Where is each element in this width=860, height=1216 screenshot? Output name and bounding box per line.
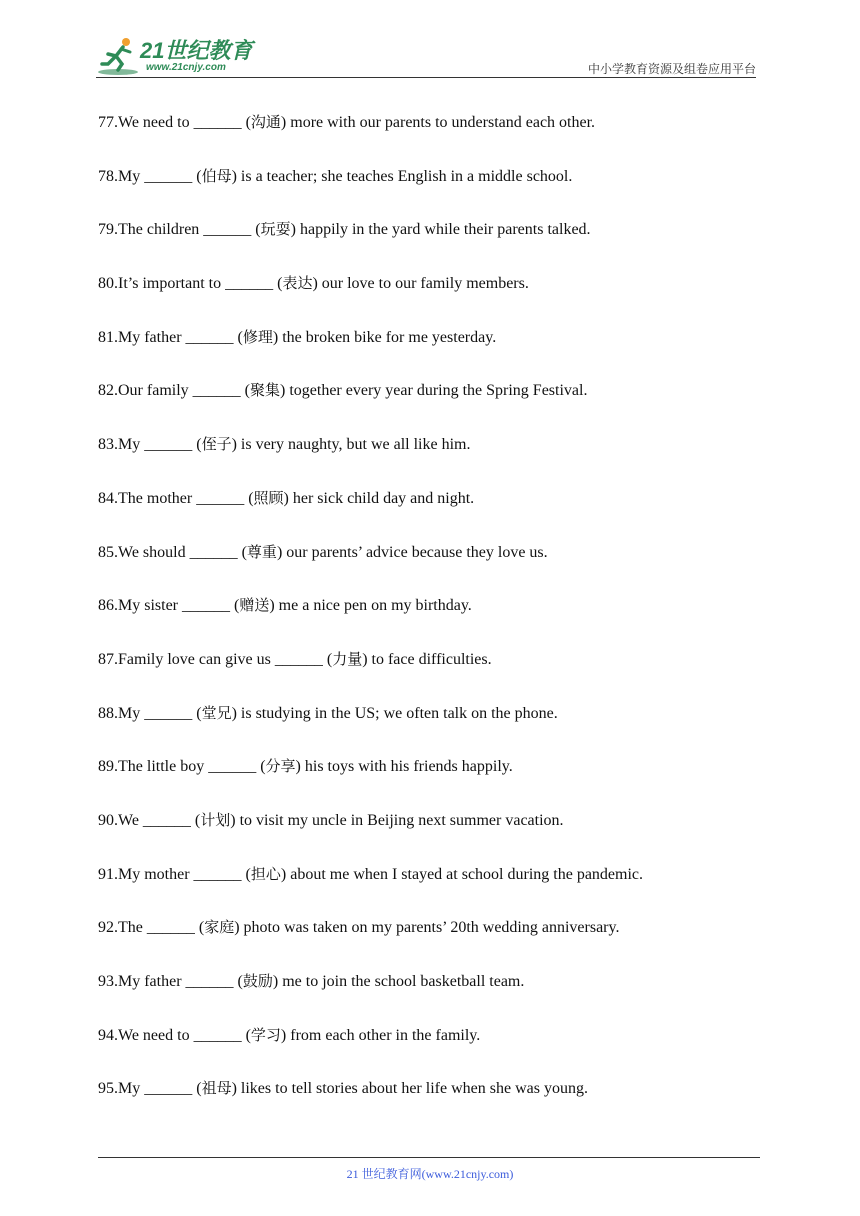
header-divider — [96, 77, 756, 78]
runner-logo-icon — [96, 34, 140, 78]
chinese-hint: 聚集 — [249, 381, 280, 400]
question-item: 82.Our family ______ (聚集) together every year during the Spring Festival. — [98, 381, 588, 400]
question-item: 92.The ______ (家庭) photo was taken on my parents’ 20th wedding anniversary. — [98, 918, 620, 937]
chinese-hint: 学习 — [250, 1025, 281, 1044]
logo-url-text: www.21cnjy.com — [146, 62, 226, 73]
chinese-hint: 表达 — [282, 274, 313, 293]
question-item: 87.Family love can give us ______ (力量) to face difficulties. — [98, 649, 492, 668]
chinese-hint: 祖母 — [201, 1079, 232, 1098]
chinese-hint: 分享 — [265, 757, 296, 776]
question-item: 91.My mother ______ (担心) about me when I stayed at school during the pandemic. — [98, 864, 644, 883]
chinese-hint: 赠送 — [239, 596, 270, 615]
chinese-hint: 伯母 — [201, 166, 232, 185]
question-item: 80.It’s important to ______ (表达) our love to our family members. — [98, 274, 529, 293]
chinese-hint: 力量 — [332, 649, 363, 668]
footer-site-link[interactable]: 21 世纪教育网(www.21cnjy.com) — [346, 1167, 514, 1181]
footer-divider — [98, 1157, 760, 1158]
chinese-hint: 担心 — [250, 864, 281, 883]
question-list — [98, 110, 798, 1130]
question-item: 83.My ______ (侄子) is very naughty, but we all like him. — [98, 435, 471, 454]
chinese-hint: 玩耍 — [260, 220, 291, 239]
question-item: 90.We ______ (计划) to visit my uncle in Beijing next summer vacation. — [98, 810, 564, 829]
question-item: 77.We need to ______ (沟通) more with our parents to understand each other. — [98, 113, 596, 131]
question-item: 86.My sister ______ (赠送) me a nice pen on my birthday. — [98, 596, 472, 615]
page-header — [0, 0, 860, 80]
chinese-hint: 侄子 — [201, 435, 232, 454]
question-item: 95.My ______ (祖母) likes to tell stories about her life when she was young. — [98, 1079, 588, 1098]
question-item: 81.My father ______ (修理) the broken bike for me yesterday. — [98, 327, 497, 346]
chinese-hint: 堂兄 — [201, 703, 232, 722]
question-item: 94.We need to ______ (学习) from each other in the family. — [98, 1025, 481, 1044]
chinese-hint: 尊重 — [246, 542, 277, 561]
question-item: 84.The mother ______ (照顾) her sick child day and night. — [98, 488, 475, 507]
question-item: 85.We should ______ (尊重) our parents’ advice because they love us. — [98, 542, 548, 561]
question-item: 79.The children ______ (玩耍) happily in the yard while their parents talked. — [98, 220, 591, 239]
site-logo — [96, 34, 266, 78]
chinese-hint: 计划 — [200, 810, 231, 829]
question-item: 88.My ______ (堂兄) is studying in the US; we often talk on the phone. — [98, 703, 558, 722]
chinese-hint: 沟通 — [250, 113, 281, 131]
logo-main-text: 21世纪教育 — [140, 38, 253, 63]
header-platform-text: 中小学教育资源及组卷应用平台 — [587, 62, 756, 76]
chinese-hint: 鼓励 — [242, 972, 273, 990]
chinese-hint: 修理 — [242, 327, 273, 346]
question-item: 89.The little boy ______ (分享) his toys with his friends happily. — [98, 757, 513, 776]
chinese-hint: 照顾 — [253, 488, 284, 507]
chinese-hint: 家庭 — [204, 918, 235, 937]
question-item: 93.My father ______ (鼓励) me to join the school basketball team. — [98, 972, 525, 990]
question-item: 78.My ______ (伯母) is a teacher; she teaches English in a middle school. — [98, 166, 573, 185]
